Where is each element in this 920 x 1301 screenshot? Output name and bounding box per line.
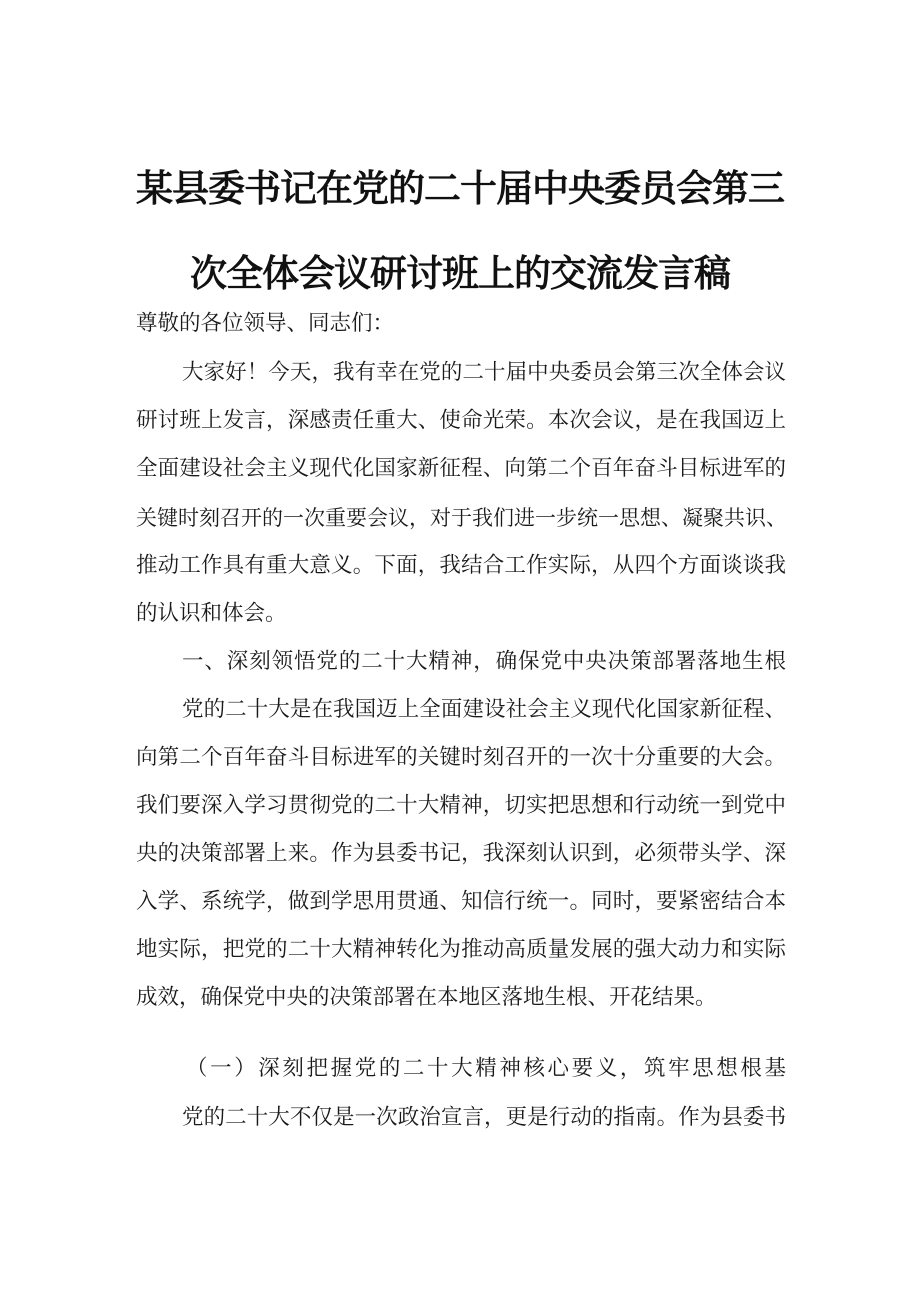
paragraph-line: 入学、系统学，做到学思用贯通、知信行统一。同时，要紧密结合本 (136, 889, 786, 914)
paragraph-line: 党的二十大不仅是一次政治宣言，更是行动的指南。作为县委书 (182, 1105, 786, 1130)
paragraph-line: 研讨班上发言，深感责任重大、使命光荣。本次会议，是在我国迈上 (136, 408, 786, 433)
paragraph-line: 成效，确保党中央的决策部署在本地区落地生根、开花结果。 (136, 985, 717, 1010)
subsection-heading: （一）深刻把握党的二十大精神核心要义，筑牢思想根基 (186, 1056, 786, 1081)
paragraph-line: 大家好！今天，我有幸在党的二十届中央委员会第三次全体会议 (182, 360, 786, 385)
paragraph-line: 关键时刻召开的一次重要会议，对于我们进一步统一思想、凝聚共识、 (136, 506, 787, 530)
paragraph-line: 全面建设社会主义现代化国家新征程、向第二个百年奋斗目标进军的 (136, 456, 786, 481)
paragraph-line: 央的决策部署上来。作为县委书记，我深刻认识到，必须带头学、深 (136, 841, 786, 866)
paragraph-line: 向第二个百年奋斗目标进军的关键时刻召开的一次十分重要的大会。 (136, 745, 786, 770)
document-title-line1: 某县委书记在党的二十届中央委员会第三 (136, 167, 784, 210)
paragraph-line: 的认识和体会。 (136, 601, 287, 626)
section-heading: 一、深刻领悟党的二十大精神，确保党中央决策部署落地生根 (182, 649, 786, 674)
paragraph-line: 推动工作具有重大意义。下面，我结合工作实际，从四个方面谈谈我 (136, 553, 786, 578)
paragraph-line: 我们要深入学习贯彻党的二十大精神，切实把思想和行动统一到党中 (136, 793, 786, 818)
paragraph-line: 党的二十大是在我国迈上全面建设社会主义现代化国家新征程、 (182, 697, 786, 722)
salutation: 尊敬的各位领导、同志们： (136, 311, 395, 336)
paragraph-line: 地实际，把党的二十大精神转化为推动高质量发展的强大动力和实际 (136, 937, 786, 962)
document-title-line2: 次全体会议研讨班上的交流发言稿 (190, 252, 730, 295)
